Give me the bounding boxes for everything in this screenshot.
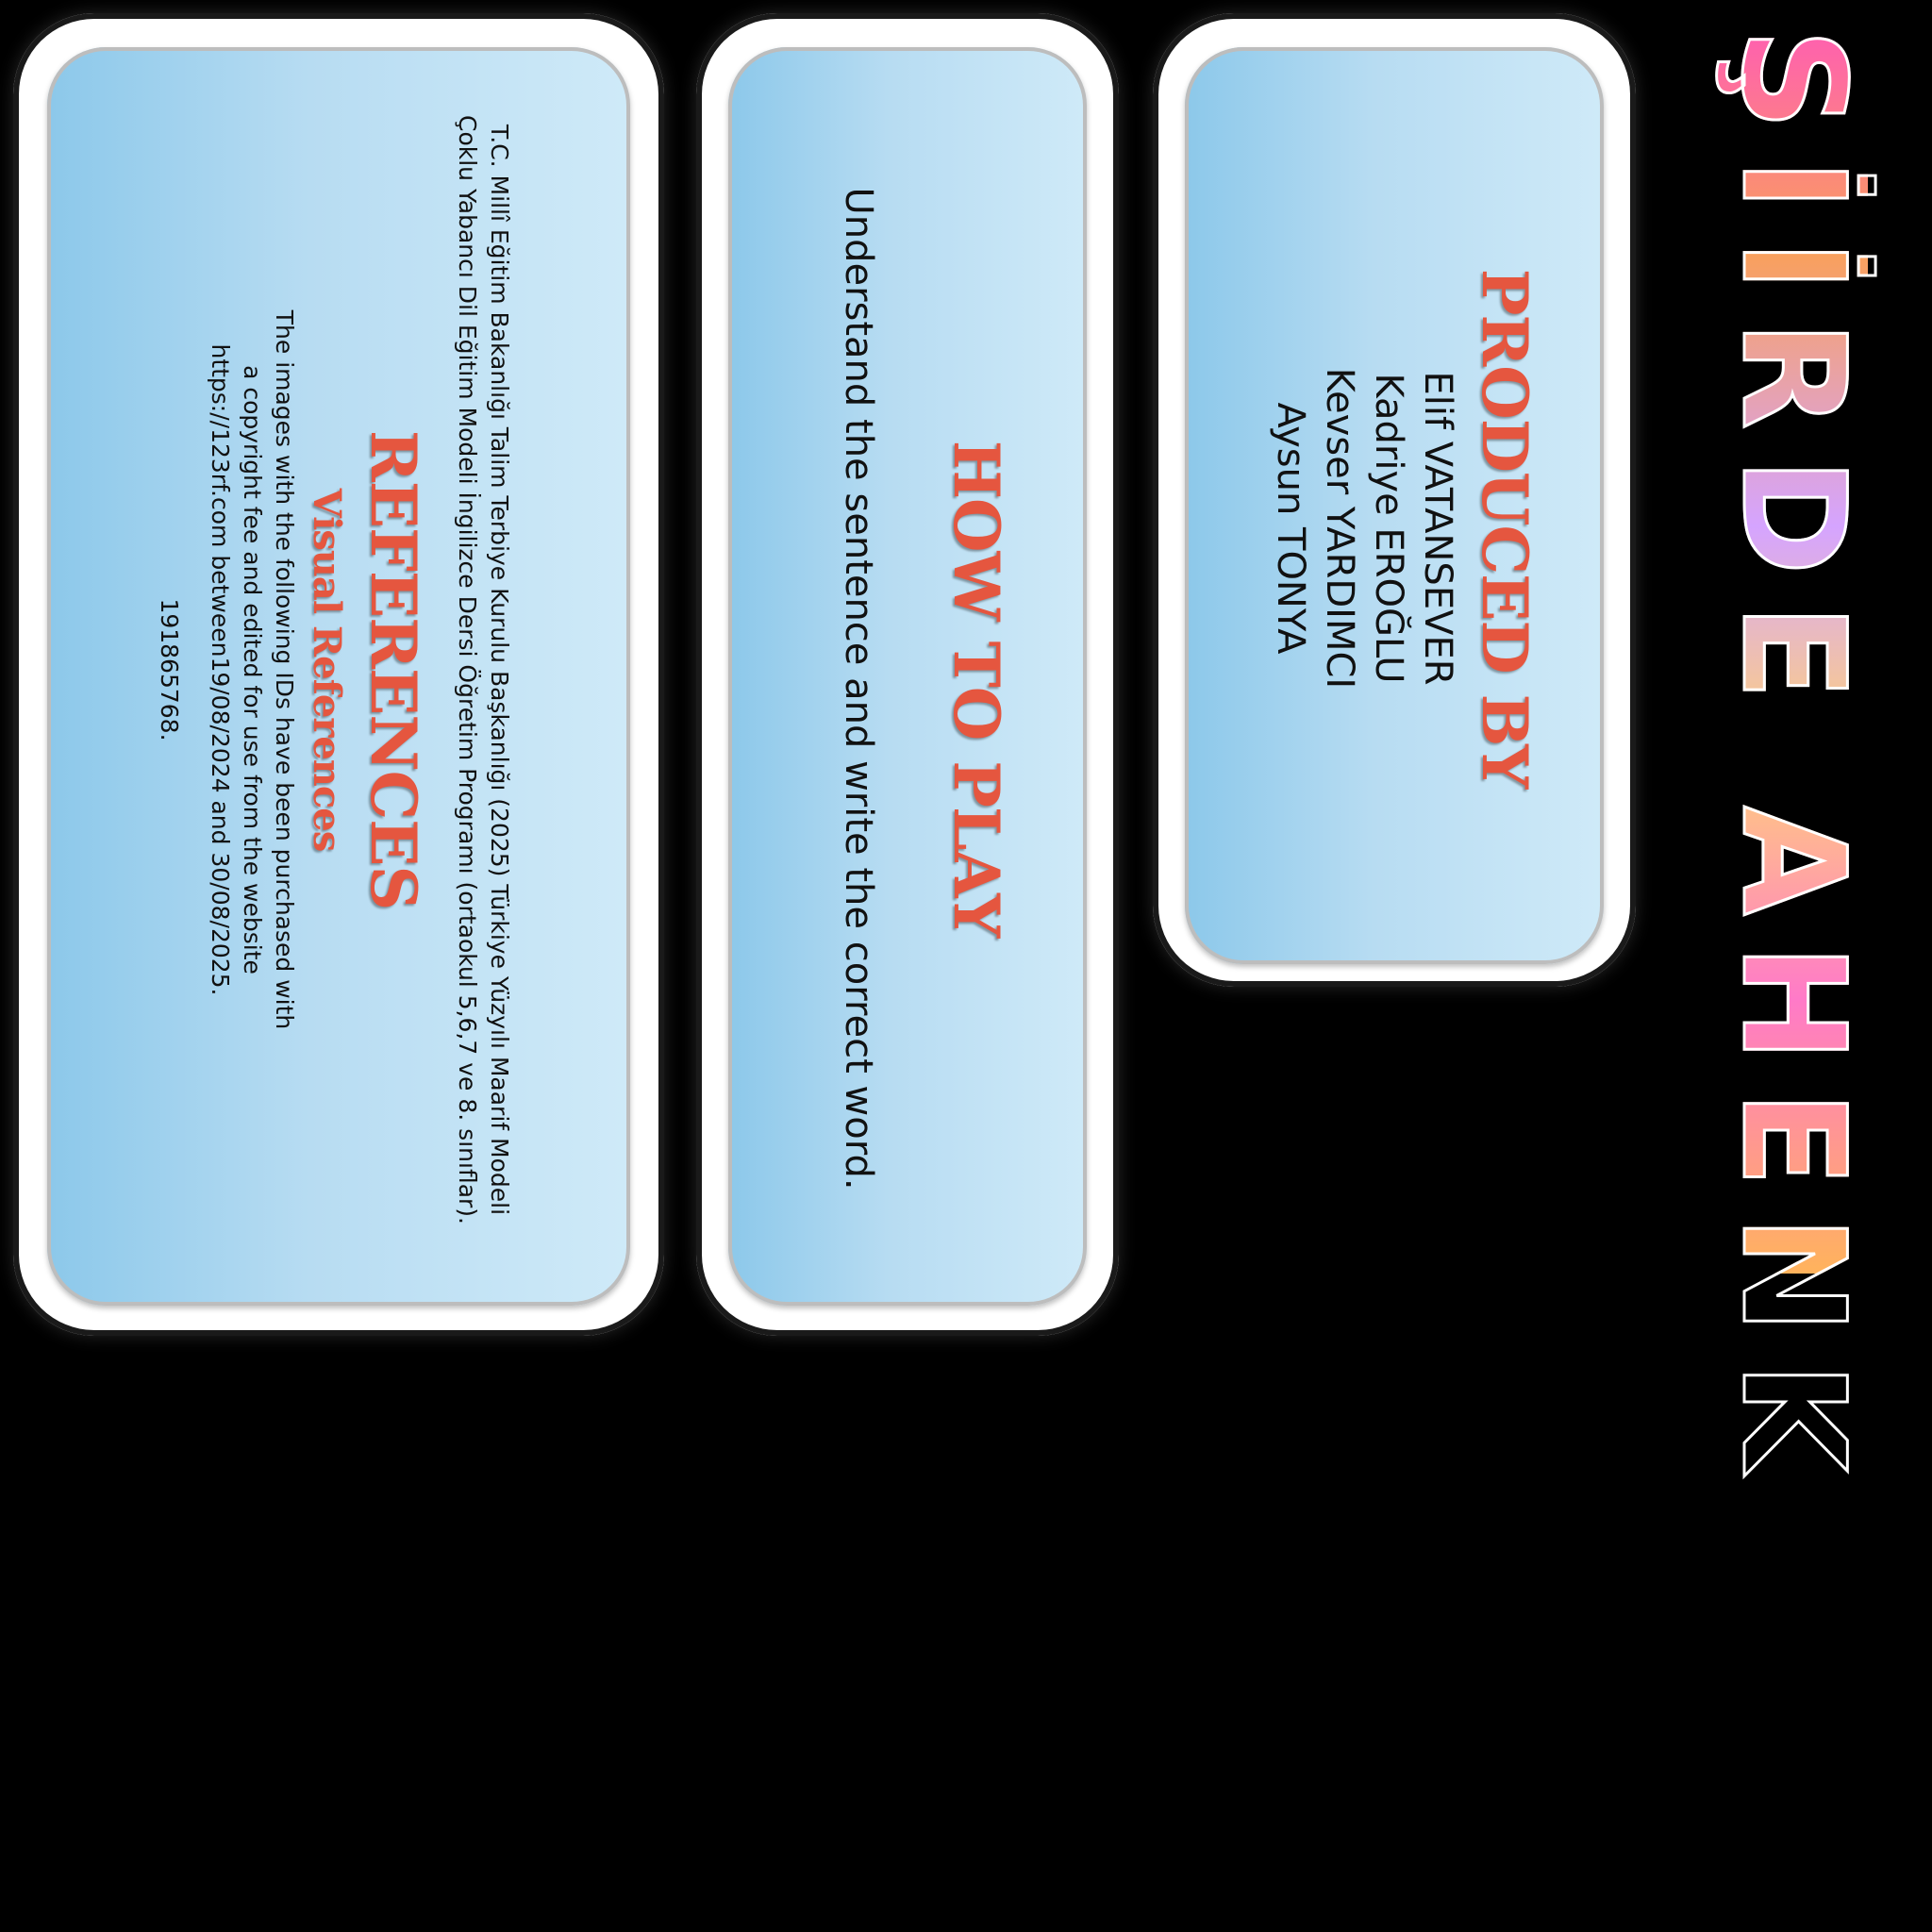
producer-name: Kadriye EROĞLU	[1367, 373, 1410, 684]
references-panel	[47, 47, 630, 1306]
references-citation: T.C. Millî Eğitim Bakanlığı Talim Terbiye Kurulu Başkanlığı (2025) Türkiye Yüzyılı Maarif Modeli Çoklu Yabancı Dil Eğitim Modeli İngilizce Dersi Öğretim Programı (ortaokul 5,6,7 ve 8. sınıflar).	[454, 115, 513, 1224]
producer-name: Aysun TONYA	[1269, 402, 1312, 655]
produced-by-panel	[1185, 47, 1604, 964]
produced-by-card	[1153, 13, 1636, 987]
references-card	[13, 13, 664, 1336]
references-heading: REFERENCES	[357, 429, 430, 910]
producer-name: Kevser YARDIMCI	[1318, 367, 1361, 690]
image-ids: 191865768.	[156, 598, 183, 741]
game-title	[1710, 28, 1874, 1501]
how-to-play-instruction: Understand the sentence and write the correct word.	[837, 187, 880, 1191]
visual-references-heading: Visual References	[305, 488, 349, 852]
game-title-text: ŞİİRDE AHENK	[1710, 28, 1874, 1501]
visual-references-text: The images with the following IDs have been purchased with a copyright fee and edited for use from the website https://123rf.com between19/08/2024 and 30/08/2025.	[207, 309, 298, 1030]
how-to-play-card	[696, 13, 1119, 1336]
how-to-play-heading: HOW TO PLAY	[940, 440, 1013, 938]
produced-by-heading: PRODUCED BY	[1468, 268, 1541, 789]
how-to-play-panel	[728, 47, 1087, 1306]
producer-name: Elif VATANSEVER	[1416, 371, 1459, 686]
